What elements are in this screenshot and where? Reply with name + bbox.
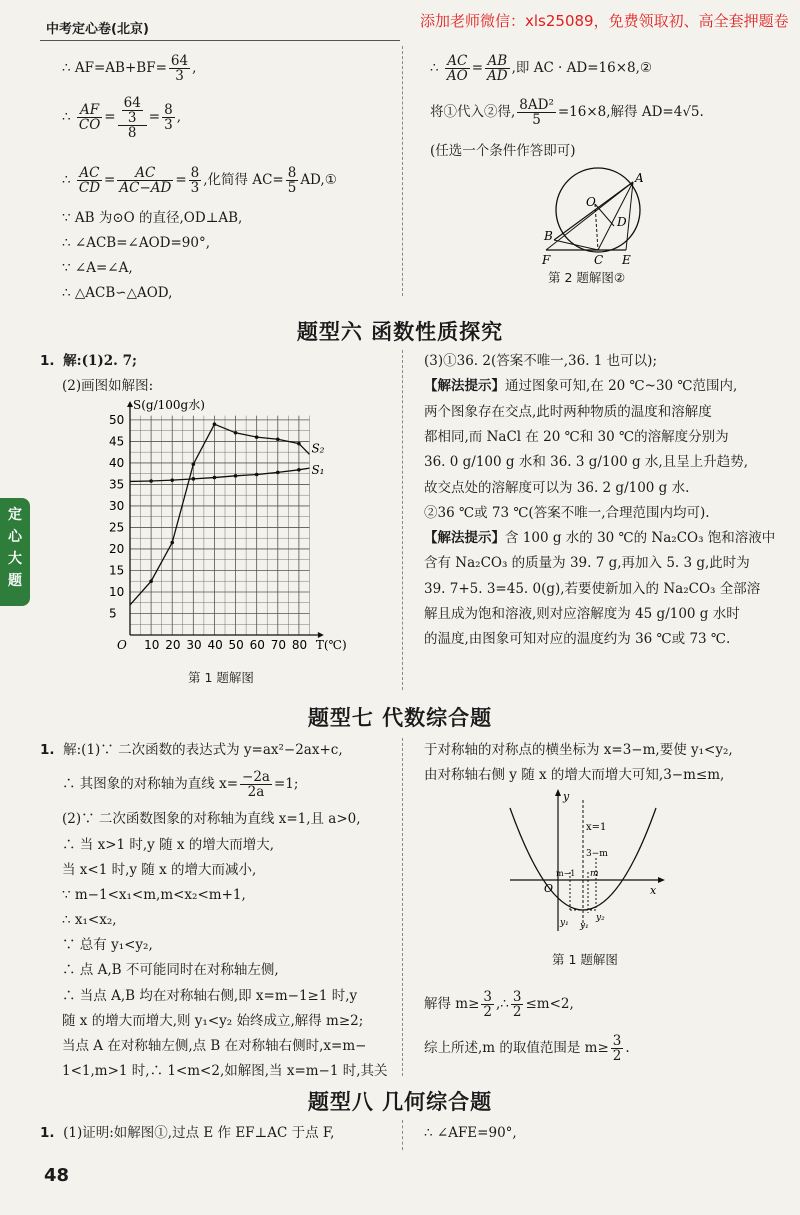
label-a: A: [635, 171, 644, 185]
solution-line: (3)①36. 2(答案不唯一,36. 1 也可以);: [424, 353, 657, 369]
label-y: y: [563, 790, 570, 803]
step-angle-a: ∵ ∠A=∠A,: [62, 260, 133, 276]
x-tick-label: 60: [249, 638, 265, 652]
label-origin: O: [544, 882, 554, 895]
algebra-step: ∵ m−1<x₁<m,m<x₂<m+1,: [62, 887, 246, 903]
column-divider: [402, 46, 403, 296]
x-tick-label: 40: [207, 638, 223, 652]
label-m-1: m−1: [556, 869, 576, 878]
label-c: C: [594, 253, 604, 267]
x-axis-arrow: [658, 877, 665, 883]
column-divider-6: [402, 350, 403, 690]
series-label: S₁: [311, 463, 325, 478]
label-y2: y₂: [596, 913, 605, 923]
solution-line: 【解法提示】含 100 g 水的 30 ℃的 Na₂CO₃ 饱和溶液中: [424, 530, 776, 547]
solution-line: 的温度,由图象可知对应的温度约为 36 ℃或 73 ℃.: [424, 631, 731, 648]
data-point: [170, 478, 174, 482]
x-tick-label: 10: [144, 638, 160, 652]
y-tick-label: 5: [109, 606, 117, 621]
y-axis-label: S(g/100g水): [133, 398, 205, 412]
solution-line: 【解法提示】通过图象可知,在 20 ℃~30 ℃范围内,: [424, 378, 738, 395]
circle-figure: [540, 162, 650, 270]
parabola-curve: [510, 808, 656, 910]
algebra-step: (2)∵ 二次函数图象的对称轴为直线 x=1,且 a>0,: [62, 811, 361, 827]
y-axis-arrow: [555, 789, 561, 796]
data-point: [234, 474, 238, 478]
label-3-m: 3−m: [586, 849, 608, 859]
part8-left: 1. (1)证明:如解图①,过点 E 作 EF⊥AC 于点 F,: [40, 1125, 335, 1141]
solution-line: ②36 ℃或 73 ℃(答案不唯一,合理范围内均可).: [424, 504, 710, 521]
step-af-co: ∴ $\frac{AF}{CO}$ = $\frac{\frac{64}{3}}{8}$ = $\frac{8}{3}$ ,: [62, 94, 181, 141]
x-tick-label: 50: [228, 638, 244, 652]
data-point: [255, 473, 259, 477]
parabola-caption: 第 1 题解图: [552, 952, 618, 967]
solution-line: 36. 0 g/100 g 水和 36. 3 g/100 g 水,且呈上升趋势,: [424, 454, 749, 471]
label-m: m: [590, 869, 599, 879]
algebra-step: ∴ x₁<x₂,: [62, 912, 117, 928]
data-point: [149, 479, 153, 483]
label-d: D: [617, 215, 627, 229]
y-tick-label: 30: [109, 498, 125, 513]
label-x1: x=1: [586, 822, 607, 833]
label-x: x: [650, 884, 657, 897]
algebra-step: 当 x<1 时,y 随 x 的增大而减小,: [62, 862, 257, 878]
step-ac-cd: ∴ $\frac{AC}{CD}$ = $\frac{AC}{AC-AD}$ = $\frac{8}{3}$ ,化简得 AC= $\frac{8}{5}$ AD,①: [62, 165, 337, 196]
data-point: [149, 579, 153, 583]
y-tick-label: 15: [109, 563, 125, 578]
question-1-line1: 1. 解:(1)2. 7;: [40, 353, 137, 369]
side-tab-label: [0, 504, 30, 592]
data-point: [234, 431, 238, 435]
summary-m-range: 综上所述,m 的取值范围是 m≥ $\frac{3}{2}$ .: [424, 1033, 630, 1064]
watermark-text: 添加老师微信：xls25089，免费领取初、高全套押题卷: [420, 12, 789, 30]
label-e: E: [622, 253, 631, 267]
step-angle-acb: ∴ ∠ACB=∠AOD=90°,: [62, 235, 210, 251]
x-tick-label: 80: [291, 638, 308, 652]
algebra-step: ∵ 总有 y₁<y₂,: [62, 937, 153, 953]
data-point: [192, 477, 196, 481]
graph-caption: 第 1 题解图: [188, 670, 254, 685]
note-choose: (任选一个条件作答即可): [430, 143, 576, 159]
right-step-1: 于对称轴的对称点的横坐标为 x=3−m,要使 y₁<y₂,: [424, 742, 733, 758]
section-title-8: 题型八 几何综合题: [307, 1090, 493, 1114]
y-tick-label: 25: [109, 520, 125, 535]
algebra-step: 随 x 的增大而增大,则 y₁<y₂ 始终成立,解得 m≥2;: [62, 1013, 364, 1029]
segment-ae: [626, 182, 633, 250]
right-step-2: 由对称轴右侧 y 随 x 的增大而增大可知,3−m≤m,: [424, 767, 725, 783]
y-tick-label: 10: [109, 584, 125, 599]
label-f: F: [542, 253, 551, 267]
series-label: S₂: [311, 441, 325, 456]
column-divider-8: [402, 1120, 403, 1150]
series-line-s2: [130, 424, 309, 605]
part8-right: ∴ ∠AFE=90°,: [424, 1125, 517, 1141]
column-divider-7: [402, 738, 403, 1076]
header-rule: [40, 40, 400, 41]
page-number: 48: [44, 1165, 70, 1186]
data-point: [297, 468, 301, 472]
y-tick-label: 35: [109, 477, 125, 492]
side-tab: [0, 498, 30, 606]
segment-bc: [554, 240, 598, 250]
step-substitute: 将①代入②得, $\frac{\text{8AD²}}{5}$ =16×8,解得 AD=4√5.: [430, 97, 704, 128]
step-similar: ∴ △ACB∽△AOD,: [62, 285, 173, 301]
solution-line: 解且成为饱和溶液,则对应溶解度为 45 g/100 g 水时: [424, 606, 740, 622]
solution-line: 都相同,而 NaCl 在 20 ℃和 30 ℃的溶解度分别为: [424, 428, 729, 445]
data-point: [213, 422, 217, 426]
algebra-step: 1<1,m>1 时,∴ 1<m<2,如解图,当 x=m−1 时,其关: [62, 1063, 388, 1079]
x-axis-label: T(℃): [315, 638, 347, 652]
data-point: [192, 462, 196, 466]
data-point: [297, 442, 301, 446]
side-tab-char: 大: [8, 551, 22, 567]
series-line-s1: [130, 468, 309, 481]
side-tab-char: 题: [8, 573, 22, 589]
data-point: [170, 541, 174, 545]
x-tick-label: 30: [186, 638, 202, 652]
label-y1-right: y₁: [580, 921, 589, 931]
step-diameter: ∵ AB 为⊙O 的直径,OD⊥AB,: [62, 210, 243, 226]
data-point: [255, 435, 259, 439]
segment-od: [595, 204, 614, 226]
solution-line: 两个图象存在交点,此时两种物质的温度和溶解度: [424, 403, 712, 420]
solubility-chart: [108, 395, 348, 665]
algebra-step: 1. 解:(1)∵ 二次函数的表达式为 y=ax²−2ax+c,: [40, 742, 343, 758]
algebra-step: ∴ 当点 A,B 均在对称轴右侧,即 x=m−1≥1 时,y: [62, 988, 358, 1004]
data-point: [213, 476, 217, 480]
data-point: [276, 437, 280, 441]
solution-line: 故交点处的溶解度可以为 36. 2 g/100 g 水.: [424, 479, 690, 496]
section-title-6: 题型六 函数性质探究: [296, 320, 504, 344]
book-title: 中考定心卷(北京): [46, 22, 149, 37]
algebra-step-axis: ∴ 其图象的对称轴为直线 x= $\frac{-2a}{2a}$ =1;: [62, 769, 299, 800]
algebra-step: ∴ 点 A,B 不可能同时在对称轴左侧,: [62, 962, 279, 978]
step-af: ∴ AF=AB+BF= $\frac{64}{3}$ ,: [62, 53, 197, 84]
fig-caption-circle: 第 2 题解图②: [548, 270, 626, 285]
x-tick-label: 70: [270, 638, 287, 652]
side-tab-char: 心: [8, 529, 22, 545]
origin-label: O: [117, 638, 127, 652]
y-tick-label: 50: [109, 412, 125, 427]
algebra-step: ∴ 当 x>1 时,y 随 x 的增大而增大,: [62, 837, 275, 853]
label-o: O: [586, 195, 596, 209]
y-tick-label: 45: [109, 434, 125, 449]
side-tab-char: 定: [8, 507, 22, 523]
solution-line: 含有 Na₂CO₃ 的质量为 39. 7 g,再加入 5. 3 g,此时为: [424, 555, 750, 572]
solution-line: 39. 7+5. 3=45. 0(g),若要使新加入的 Na₂CO₃ 全部溶: [424, 580, 761, 597]
label-y1-left: y₁: [560, 918, 569, 928]
algebra-step: 当点 A 在对称轴左侧,点 B 在对称轴右侧时,x=m−: [62, 1038, 367, 1054]
y-tick-label: 40: [109, 455, 125, 470]
x-tick-label: 20: [165, 638, 181, 652]
label-b: B: [544, 229, 553, 243]
data-point: [276, 471, 280, 475]
question-1-line2: (2)画图如解图:: [62, 378, 154, 394]
section-title-7: 题型七 代数综合题: [307, 706, 493, 730]
solve-m-range: 解得 m≥ $\frac{3}{2}$ ,∴ $\frac{3}{2}$ ≤m<2,: [424, 989, 574, 1020]
parabola-figure: [500, 786, 670, 936]
step-ratio: ∴ $\frac{AC}{AO}$ = $\frac{AB}{AD}$ ,即 AC · AD=16×8,②: [430, 53, 653, 84]
y-tick-label: 20: [109, 541, 125, 556]
